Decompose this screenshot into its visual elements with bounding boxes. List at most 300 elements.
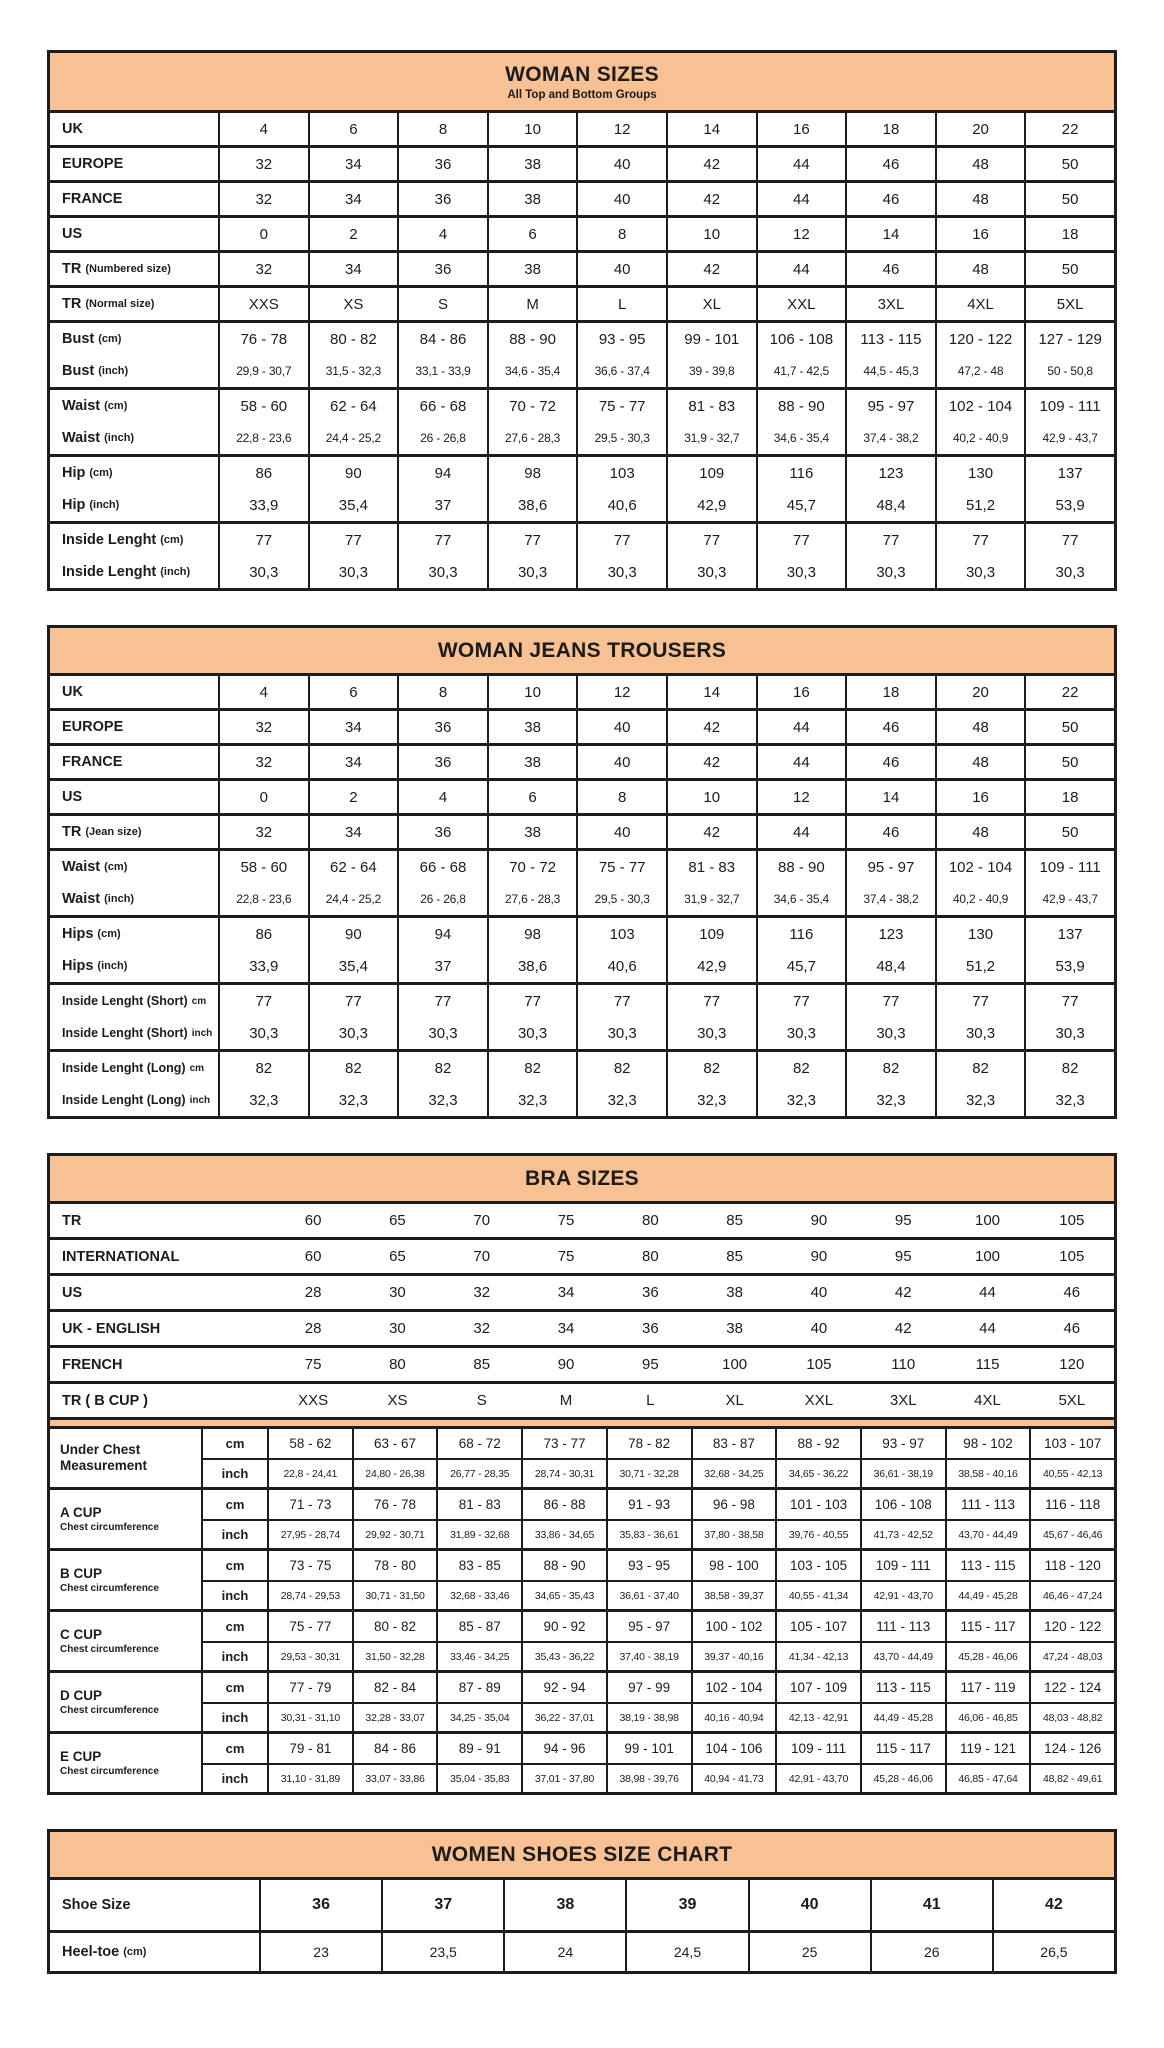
row-label [50,1880,261,1930]
table-cell: 8 [397,676,487,708]
table-cell: 24,4 - 25,2 [308,883,398,915]
table-cell: 41 [870,1880,992,1930]
table-cell: 77 [487,985,577,1017]
table-cell: 24,4 - 25,2 [308,422,398,454]
table-cell: 14 [845,781,935,813]
table-cell: 32,3 [1024,1084,1114,1116]
row-label [50,851,220,883]
table-cell: 40 [576,148,666,180]
row-label-unit: (Normal size) [85,298,155,310]
table-cell: 42,13 - 42,91 [775,1704,860,1731]
table-cell: 26,5 [992,1933,1114,1971]
table-cell: L [576,288,666,320]
row-label [50,323,220,355]
row-group [50,320,1114,387]
table-cell: 26 [870,1933,992,1971]
table-cell: 90 [810,1212,828,1229]
table-cell: 40,55 - 42,13 [1029,1460,1114,1487]
row-label-text: FRENCH [62,1356,123,1373]
measure-label [50,1612,203,1670]
jeans-trousers-title: WOMAN JEANS TROUSERS [437,638,727,662]
table-cell: 47,24 - 48,03 [1029,1643,1114,1670]
table-cell: 48 [935,816,1025,848]
table-cell: 32,68 - 33,46 [436,1582,521,1609]
table-cell: 29,5 - 30,3 [576,422,666,454]
row-label-text: UK - ENGLISH [62,1320,161,1337]
row-label [50,1084,220,1116]
table-cell: 73 - 77 [521,1429,606,1458]
table-cell: 90 [557,1356,575,1373]
table-row [50,113,1114,145]
table-cell: 38,58 - 39,37 [691,1582,776,1609]
unit-cell: inch [203,1765,269,1792]
table-cell: L [646,1392,655,1409]
table-cell: 58 - 62 [289,1436,332,1451]
table-cell: 34,6 - 35,4 [487,355,577,387]
table-cell: 30,3 [666,1017,756,1049]
table-cell: 111 - 113 [945,1490,1030,1519]
table-cell: 106 - 108 [860,1490,945,1519]
bra-sizes-title: BRA SIZES [525,1166,639,1190]
table-cell: 38,19 - 38,98 [606,1704,691,1731]
table-row [50,950,1114,982]
table-cell: 31,10 - 31,89 [280,1772,340,1785]
table-cell: 33,86 - 34,65 [521,1521,606,1548]
measure-label-sub: Chest circumference [60,1765,159,1777]
table-cell: 4 [397,218,487,250]
row-label-text: Hip [62,465,86,481]
table-cell: 12 [756,218,846,250]
table-cell: 40 [576,816,666,848]
table-cell: 109 - 111 [860,1551,945,1580]
table-row [50,676,1114,708]
table-cell: 46 [845,746,935,778]
table-cell: 14 [666,676,756,708]
table-cell: 40 [810,1284,828,1301]
table-cell: 77 [397,524,487,556]
table-cell: 137 [1024,918,1114,950]
table-cell: 46 [1063,1284,1081,1301]
table-row [50,711,1114,743]
table-cell: 14 [666,113,756,145]
table-cell: 82 [308,1052,398,1084]
measure-group [50,1670,1114,1731]
row-label [50,1240,271,1273]
measure-label-sub: Chest circumference [60,1704,159,1716]
row-label [50,676,220,708]
table-cell: 94 [397,457,487,489]
table-row [50,183,1114,215]
table-cell: 36 [312,1896,330,1913]
table-cell: 50 [1024,711,1114,743]
measure-label [50,1734,203,1792]
table-cell: 42 [666,148,756,180]
table-cell: 113 - 115 [945,1551,1030,1580]
table-cell: 90 - 92 [521,1612,606,1641]
table-cell: 32 [255,155,273,173]
table-cell: 95 - 97 [845,851,935,883]
row-label [50,711,220,743]
table-cell: 34 [308,816,398,848]
table-cell: 95 [894,1248,912,1265]
table-cell: 40 [810,1320,828,1337]
table-row [50,1276,1114,1309]
table-cell: 98 [487,918,577,950]
table-cell: 8 [576,218,666,250]
table-cell: 32,3 [935,1084,1025,1116]
table-cell: 75 [557,1212,575,1229]
row-label-text: Inside Lenght [62,564,157,580]
table-cell: 30,71 - 31,50 [352,1582,437,1609]
table-cell: 36,61 - 38,19 [860,1460,945,1487]
table-cell: 12 [576,676,666,708]
row-label-text: US [62,226,83,242]
row-label-text: Inside Lenght (Short) [62,994,188,1008]
table-cell: 120 - 122 [935,323,1025,355]
table-cell: 80 [641,1248,659,1265]
row-group [50,113,1114,145]
table-cell: 102 - 104 [691,1673,776,1702]
table-cell: 89 - 91 [436,1734,521,1763]
table-row [50,355,1114,387]
row-label-text: Bust [62,331,95,347]
table-row [50,1240,1114,1273]
table-row [50,422,1114,454]
table-row [50,489,1114,521]
row-group [50,1930,1114,1971]
table-cell: 0 [259,225,268,243]
table-cell: 6 [487,218,577,250]
jeans-trousers-body [50,676,1114,1116]
row-label-unit: (inch) [97,960,128,972]
table-cell: 30,3 [845,556,935,588]
table-cell: 109 - 111 [1024,851,1114,883]
table-cell: 77 [308,524,398,556]
table-cell: 78 - 80 [352,1551,437,1580]
woman-sizes-body [50,113,1114,588]
table-cell: 2 [308,781,398,813]
table-cell: 60 [304,1248,322,1265]
table-cell: 38 [487,253,577,285]
table-cell: 48,82 - 49,61 [1029,1765,1114,1792]
table-cell: 18 [1024,218,1114,250]
table-cell: 30,3 [397,1017,487,1049]
table-cell: 38 [726,1320,743,1337]
row-label-text: Inside Lenght [62,532,157,548]
table-cell: 32 [255,823,273,841]
table-row [50,746,1114,778]
table-row [50,1204,1114,1237]
table-cell: 90 [308,918,398,950]
row-group [50,521,1114,588]
row-label [50,1384,271,1417]
measure-rows [203,1734,1114,1792]
table-cell: 71 - 73 [289,1497,332,1512]
table-cell: 2 [308,218,398,250]
measure-label-text: A CUP [60,1505,102,1521]
table-cell: 6 [487,781,577,813]
table-cell: 82 [487,1052,577,1084]
table-cell: 38,98 - 39,76 [606,1765,691,1792]
row-group [50,1381,1114,1417]
table-cell: 0 [259,788,268,806]
table-cell: 29,5 - 30,3 [576,883,666,915]
table-cell: 88 - 90 [487,323,577,355]
row-label-unit: (cm) [89,467,113,479]
table-cell: 32 [473,1284,491,1301]
table-cell: 77 [666,985,756,1017]
table-cell: 75 - 77 [576,390,666,422]
measure-rows [203,1551,1114,1609]
table-cell: 46,46 - 47,24 [1029,1582,1114,1609]
row-label [50,355,220,387]
table-cell: 42 [992,1880,1114,1930]
unit-cell: cm [203,1551,269,1580]
table-cell: 102 - 104 [935,851,1025,883]
table-cell: 103 - 107 [1029,1429,1114,1458]
table-cell: 77 [487,524,577,556]
table-cell: 113 - 115 [860,1673,945,1702]
row-group [50,145,1114,180]
row-label [50,1017,220,1049]
table-cell: 100 - 102 [691,1612,776,1641]
row-group [50,1345,1114,1381]
woman-sizes-subtitle: All Top and Bottom Groups [507,88,657,101]
table-row [50,457,1114,489]
table-cell: 48 [935,183,1025,215]
row-label-text: UK [62,684,83,700]
measure-label [50,1490,203,1548]
table-row [50,1084,1114,1116]
table-cell: 43,70 - 44,49 [945,1521,1030,1548]
table-cell: 118 - 120 [1029,1551,1114,1580]
table-cell: 38 [487,183,577,215]
table-row [203,1429,1114,1458]
bra-separator-strip [50,1417,1114,1429]
table-cell: 42 [666,816,756,848]
table-cell: 38 [487,816,577,848]
row-label-text: US [62,789,83,805]
measure-group [50,1609,1114,1670]
table-row [50,288,1114,320]
table-row [50,1052,1114,1084]
table-cell: 42,9 - 43,7 [1024,422,1114,454]
table-cell: 35,83 - 36,61 [606,1521,691,1548]
table-cell: 39,37 - 40,16 [691,1643,776,1670]
table-cell: 5XL [1058,1392,1086,1409]
table-cell: 81 - 83 [666,851,756,883]
table-cell: 48 [935,746,1025,778]
table-row [50,918,1114,950]
table-cell: 32 [473,1320,491,1337]
table-cell: 3XL [845,288,935,320]
table-cell: 85 [726,1248,743,1265]
table-cell: 104 - 106 [691,1734,776,1763]
table-cell: 76 - 78 [352,1490,437,1519]
table-row [50,1348,1114,1381]
table-cell: 50 [1024,183,1114,215]
table-cell: 36 [641,1320,659,1337]
table-cell: 86 [255,925,273,943]
table-row [50,816,1114,848]
table-cell: 103 - 105 [775,1551,860,1580]
table-cell: 75 - 77 [576,851,666,883]
table-cell: XL [666,288,756,320]
table-cell: 50 [1024,746,1114,778]
table-row [50,1017,1114,1049]
row-group [50,813,1114,848]
jeans-trousers-table [47,625,1117,1119]
table-cell: 95 [641,1356,659,1373]
table-cell: 82 [935,1052,1025,1084]
table-row [203,1580,1114,1609]
row-group [50,915,1114,982]
unit-cell: inch [203,1643,269,1670]
row-group [50,454,1114,521]
table-cell: 70 [473,1212,491,1229]
table-cell: 18 [845,676,935,708]
table-cell: 32 [255,753,273,771]
table-row [50,524,1114,556]
table-cell: 37 [397,489,487,521]
table-cell: 41,73 - 42,52 [860,1521,945,1548]
row-label-unit: (cm) [104,400,128,412]
table-cell: 34,65 - 35,43 [521,1582,606,1609]
table-cell: 42,9 - 43,7 [1024,883,1114,915]
table-cell: 117 - 119 [945,1673,1030,1702]
table-cell: S [397,288,487,320]
table-cell: 37 [381,1880,503,1930]
table-cell: 39,76 - 40,55 [775,1521,860,1548]
row-label [50,288,220,320]
row-label-text: Waist [62,398,101,414]
table-cell: 82 [255,1059,273,1077]
row-label-text: FRANCE [62,191,123,207]
row-group [50,848,1114,915]
table-cell: 36 [397,148,487,180]
table-cell: 6 [308,113,398,145]
table-cell: 40 [576,711,666,743]
table-cell: 44 [756,711,846,743]
table-cell: 28 [304,1320,322,1337]
table-cell: 36 [397,711,487,743]
table-cell: 26 - 26,8 [397,883,487,915]
row-label-unit: inch [189,1094,211,1106]
row-group [50,250,1114,285]
measure-label-sub: Chest circumference [60,1582,159,1594]
row-label-text: TR [62,1212,82,1229]
table-cell: 75 - 77 [289,1619,332,1634]
measure-group [50,1429,1114,1487]
table-cell: 82 [397,1052,487,1084]
bra-sizes-conversion-body [50,1204,1114,1417]
table-cell: 77 [1024,985,1114,1017]
table-cell: 92 - 94 [521,1673,606,1702]
table-cell: 77 [255,531,273,549]
row-label [50,390,220,422]
table-cell: 84 - 86 [352,1734,437,1763]
table-row [203,1551,1114,1580]
row-label [50,489,220,521]
table-cell: 34 [557,1284,575,1301]
table-cell: 94 [397,918,487,950]
table-cell: 10 [666,218,756,250]
table-cell: 95 - 97 [845,390,935,422]
row-label [50,883,220,915]
table-cell: 99 - 101 [606,1734,691,1763]
table-cell: 22 [1024,676,1114,708]
table-cell: 44,49 - 45,28 [945,1582,1030,1609]
row-label [50,746,220,778]
row-label-unit: cm [189,1062,205,1074]
row-group [50,1309,1114,1345]
table-cell: 42,91 - 43,70 [775,1765,860,1792]
table-cell: 31,50 - 32,28 [352,1643,437,1670]
table-cell: 82 - 84 [352,1673,437,1702]
table-cell: 22,8 - 23,6 [236,431,292,445]
table-cell: XXS [248,295,279,313]
table-cell: 76 - 78 [240,330,288,348]
table-cell: 46 [845,253,935,285]
table-row [203,1734,1114,1763]
measure-label [50,1551,203,1609]
measure-label-text: D CUP [60,1688,103,1704]
table-cell: 40,94 - 41,73 [691,1765,776,1792]
table-cell: 70 [473,1248,491,1265]
table-cell: 44 [979,1320,996,1337]
table-cell: 130 [935,918,1025,950]
table-cell: 45,28 - 46,06 [945,1643,1030,1670]
table-cell: 16 [935,218,1025,250]
table-cell: 34 [308,148,398,180]
table-cell: 30,3 [397,556,487,588]
shoes-size-header [50,1832,1114,1880]
table-cell: 42,91 - 43,70 [860,1582,945,1609]
measure-label [50,1673,203,1731]
table-cell: 34,6 - 35,4 [756,422,846,454]
row-label-unit: inch [191,1027,213,1039]
table-cell: 33,9 [249,496,279,514]
row-label-unit: (cm) [98,333,122,345]
table-cell: 37,40 - 38,19 [606,1643,691,1670]
row-label-unit: (cm) [104,861,128,873]
table-row [50,1933,1114,1971]
row-group [50,1049,1114,1116]
table-cell: 26,77 - 28,35 [436,1460,521,1487]
table-cell: 48,4 [845,489,935,521]
table-row [203,1702,1114,1731]
table-cell: 50 [1024,253,1114,285]
table-cell: 77 [756,985,846,1017]
table-cell: 65 [389,1248,406,1265]
table-cell: 24 [503,1933,625,1971]
unit-cell: inch [203,1582,269,1609]
row-label-text: TR [62,824,82,840]
unit-cell: cm [203,1673,269,1702]
table-cell: 53,9 [1024,489,1114,521]
table-cell: 24,5 [625,1933,747,1971]
table-cell: 77 [845,985,935,1017]
table-cell: 12 [576,113,666,145]
table-cell: 48,4 [845,950,935,982]
table-cell: 4 [397,781,487,813]
table-cell: 40,16 - 40,94 [691,1704,776,1731]
table-cell: 44 [756,183,846,215]
table-cell: 32,3 [487,1084,577,1116]
table-cell: 100 [722,1356,748,1373]
table-cell: 30 [389,1284,406,1301]
table-cell: 81 - 83 [436,1490,521,1519]
